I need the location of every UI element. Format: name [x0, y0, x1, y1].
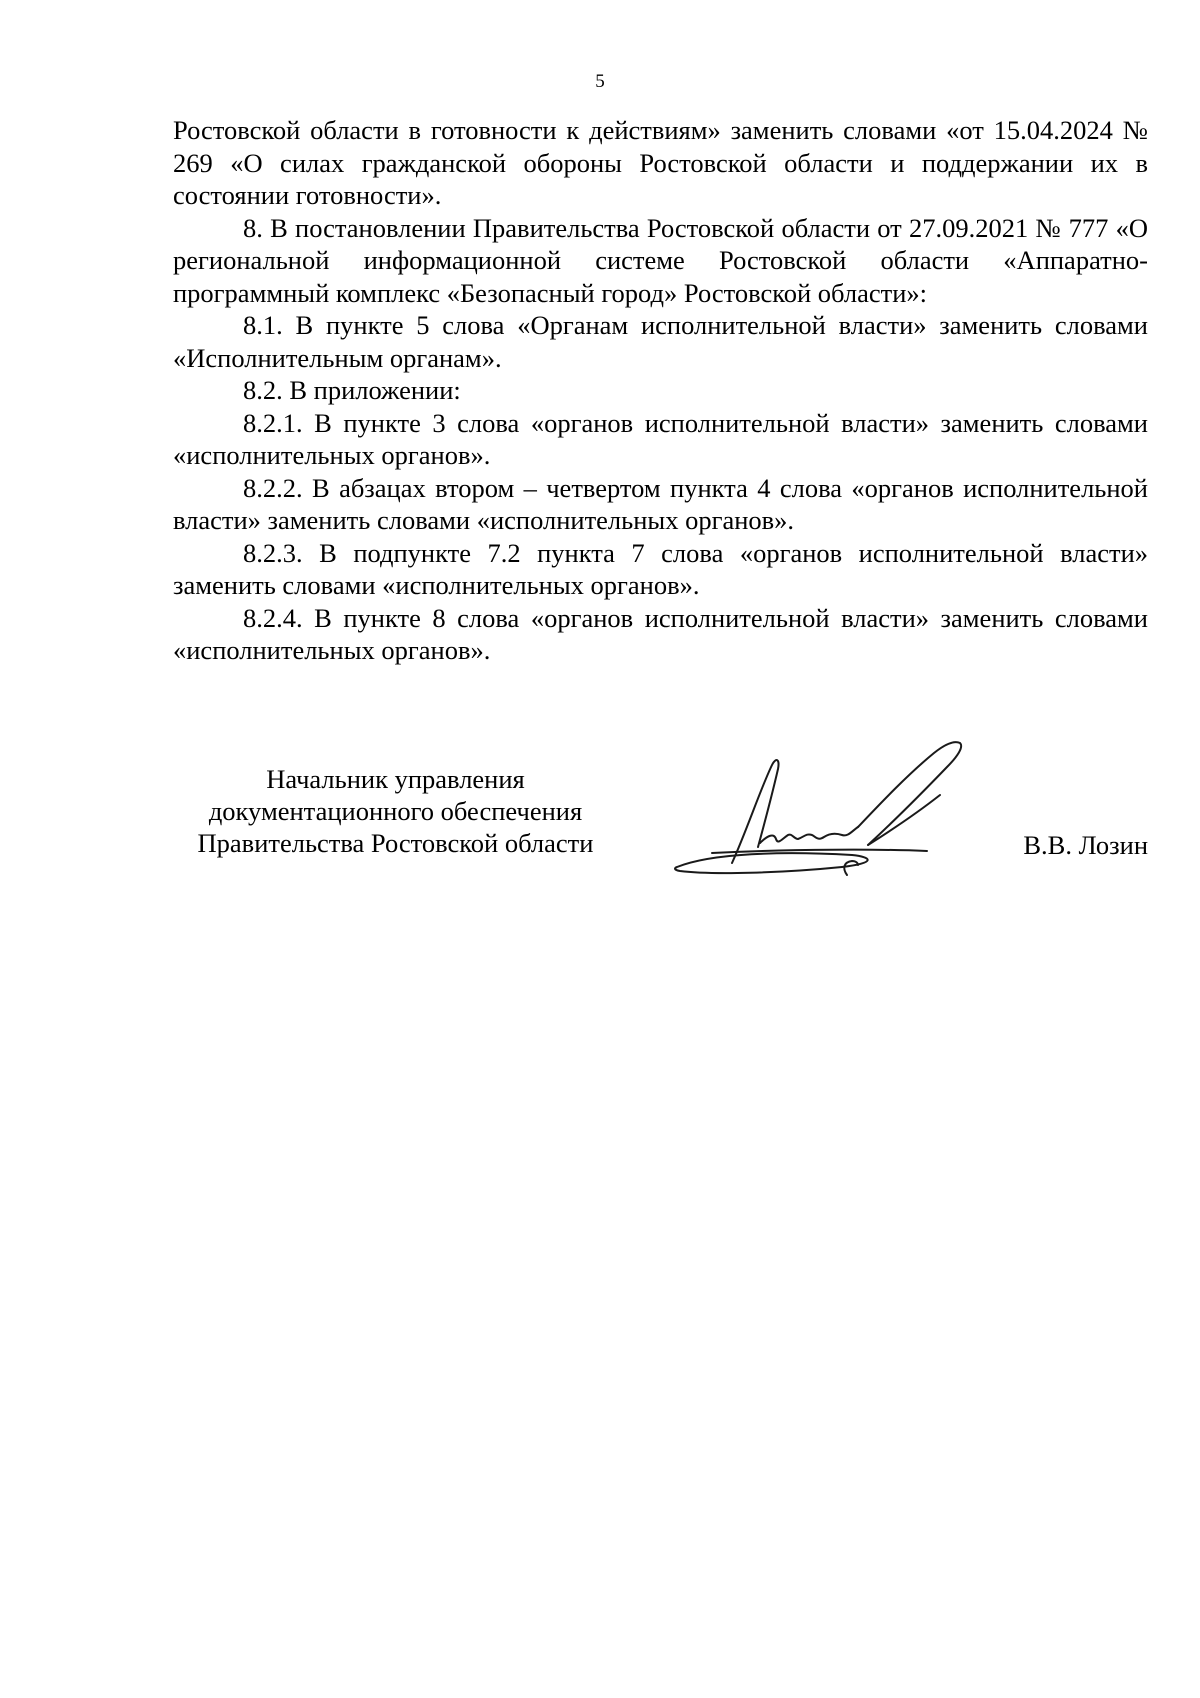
paragraph-item-8-2: 8.2. В приложении:: [243, 375, 461, 405]
paragraph-item-8-2-4: 8.2.4. В пункте 8 слова «органов исполнительной власти» заменить словами «исполнительных органов».: [173, 602, 1148, 665]
signatory-position-line: Начальник управления: [266, 764, 525, 794]
paragraph-item-8-2-3: 8.2.3. В подпункте 7.2 пункта 7 слова «органов исполнительной власти» заменить словами «исполнительных органов».: [173, 537, 1148, 600]
handwritten-signature: [672, 735, 1002, 885]
paragraph-item-8-2-2: 8.2.2. В абзацах втором – четвертом пункта 4 слова «органов исполнительной власти» заменить словами «исполнительных органов».: [173, 472, 1148, 535]
paragraph-continuation: Ростовской области в готовности к действиям» заменить словами «от 15.04.2024 № 269 «О силах гражданской обороны Ростовской области и поддержании их в состоянии готовности».: [173, 115, 1148, 210]
paragraph-item-8-2-1: 8.2.1. В пункте 3 слова «органов исполнительной власти» заменить словами «исполнительных органов».: [173, 407, 1148, 470]
paragraph-item-8: 8. В постановлении Правительства Ростовской области от 27.09.2021 № 777 «О региональной информационной системе Ростовской области «Аппаратно-программный комплекс «Безопасный город» Ростовской области»:: [173, 212, 1148, 308]
page-number: 5: [595, 71, 605, 92]
signatory-position-line: Правительства Ростовской области: [197, 828, 594, 858]
signatory-position-line: документационного обеспечения: [208, 796, 583, 826]
signatory-position: [173, 763, 618, 859]
paragraph-item-8-1: 8.1. В пункте 5 слова «Органам исполнительной власти» заменить словами «Исполнительным органам».: [173, 310, 1148, 373]
document-body: [173, 114, 1148, 667]
signatory-name: В.В. Лозин: [1023, 830, 1148, 860]
